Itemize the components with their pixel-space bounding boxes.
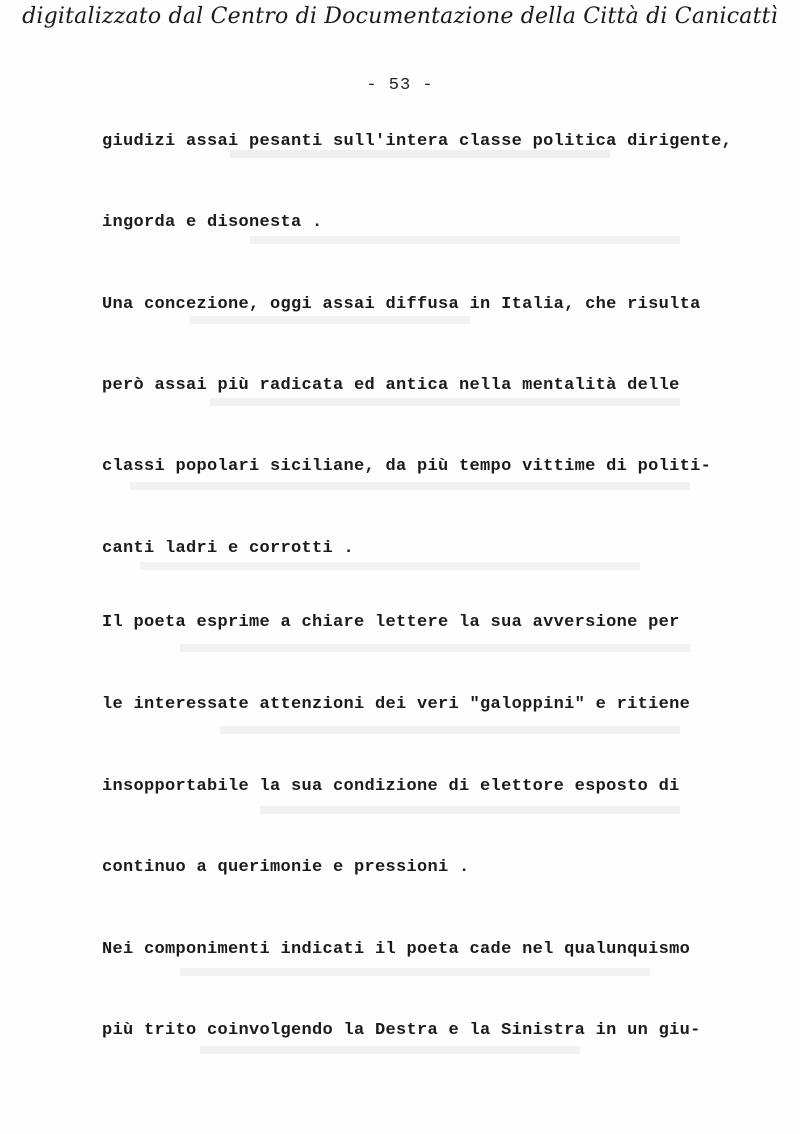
bleed-through-mark (140, 562, 640, 570)
bleed-through-mark (190, 316, 470, 324)
text-line: giudizi assai pesanti sull'intera classe politica dirigente, (102, 132, 733, 151)
page-number: - 53 - (366, 76, 434, 95)
bleed-through-mark (250, 236, 680, 244)
text-line: Una concezione, oggi assai diffusa in Italia, che risulta (102, 295, 701, 314)
text-line: Nei componimenti indicati il poeta cade nel qualunquismo (102, 940, 691, 959)
text-line: però assai più radicata ed antica nella mentalità delle (102, 376, 680, 395)
text-line: canti ladri e corrotti . (102, 539, 355, 558)
text-line: più trito coinvolgendo la Destra e la Sinistra in un giu- (102, 1021, 701, 1040)
bleed-through-mark (260, 806, 680, 814)
digitization-watermark: digitalizzato dal Centro di Documentazione della Città di Canicattì (22, 4, 778, 29)
bleed-through-mark (180, 968, 650, 976)
bleed-through-mark (200, 1046, 580, 1054)
bleed-through-mark (230, 150, 610, 158)
text-line: classi popolari siciliane, da più tempo vittime di politi- (102, 457, 712, 476)
bleed-through-mark (220, 726, 680, 734)
text-line: le interessate attenzioni dei veri "galoppini" e ritiene (102, 695, 691, 714)
text-line: insopportabile la sua condizione di elettore esposto di (102, 777, 680, 796)
bleed-through-mark (130, 482, 690, 490)
text-line: ingorda e disonesta . (102, 213, 323, 232)
text-line: Il poeta esprime a chiare lettere la sua avversione per (102, 613, 680, 632)
bleed-through-mark (210, 398, 680, 406)
text-line: continuo a querimonie e pressioni . (102, 858, 470, 877)
bleed-through-mark (180, 644, 690, 652)
